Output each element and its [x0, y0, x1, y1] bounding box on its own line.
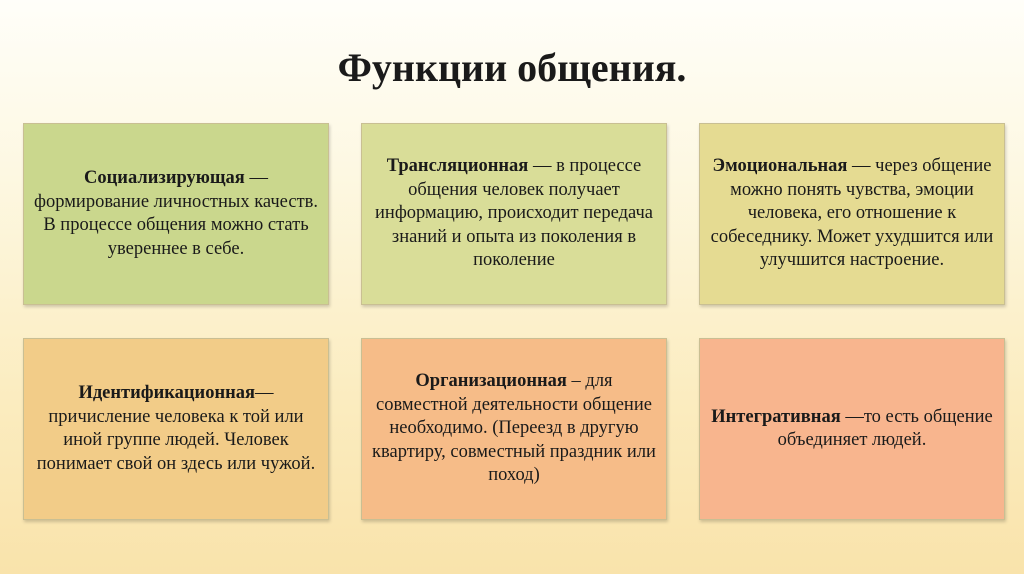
function-term: Социализирующая: [84, 168, 245, 188]
function-text: [372, 370, 656, 488]
function-term: Трансляционная: [386, 156, 529, 177]
function-box-socializing: [23, 123, 329, 305]
function-text: [710, 155, 994, 273]
function-text: [372, 155, 656, 273]
function-text: [34, 382, 318, 476]
function-term: Идентификационная: [78, 383, 256, 403]
function-box-emotional: [699, 123, 1005, 305]
function-description: – для совместной деятельности общение необходимо. (Переезд в другую квартиру, совместный праздник или поход): [372, 371, 656, 486]
function-description: — причисление человека к той или иной группе людей. Человек понимает свой он здесь или чужой.: [36, 383, 316, 474]
function-box-integrative: [699, 338, 1005, 520]
function-box-translational: [361, 123, 667, 305]
function-term: Эмоциональная: [712, 156, 848, 177]
function-description: — через общение можно понять чувства, эмоции человека, его отношение к собеседнику. Может ухудшится или улучшится настроение.: [710, 156, 994, 271]
function-text: [34, 167, 318, 261]
function-description: —то есть общение объединяет людей.: [777, 406, 993, 450]
function-box-identification: [23, 338, 329, 520]
function-term: Интегративная: [711, 406, 841, 427]
function-box-organizational: [361, 338, 667, 520]
function-text: [710, 406, 994, 453]
slide-title: Функции общения.: [337, 45, 687, 90]
function-term: Организационная: [415, 371, 567, 392]
function-description: — формирование личностных качеств. В процессе общения можно стать увереннее в себе.: [34, 168, 319, 259]
function-description: — в процессе общения человек получает информацию, происходит передача знаний и опыта из поколения в поколение: [375, 156, 653, 271]
